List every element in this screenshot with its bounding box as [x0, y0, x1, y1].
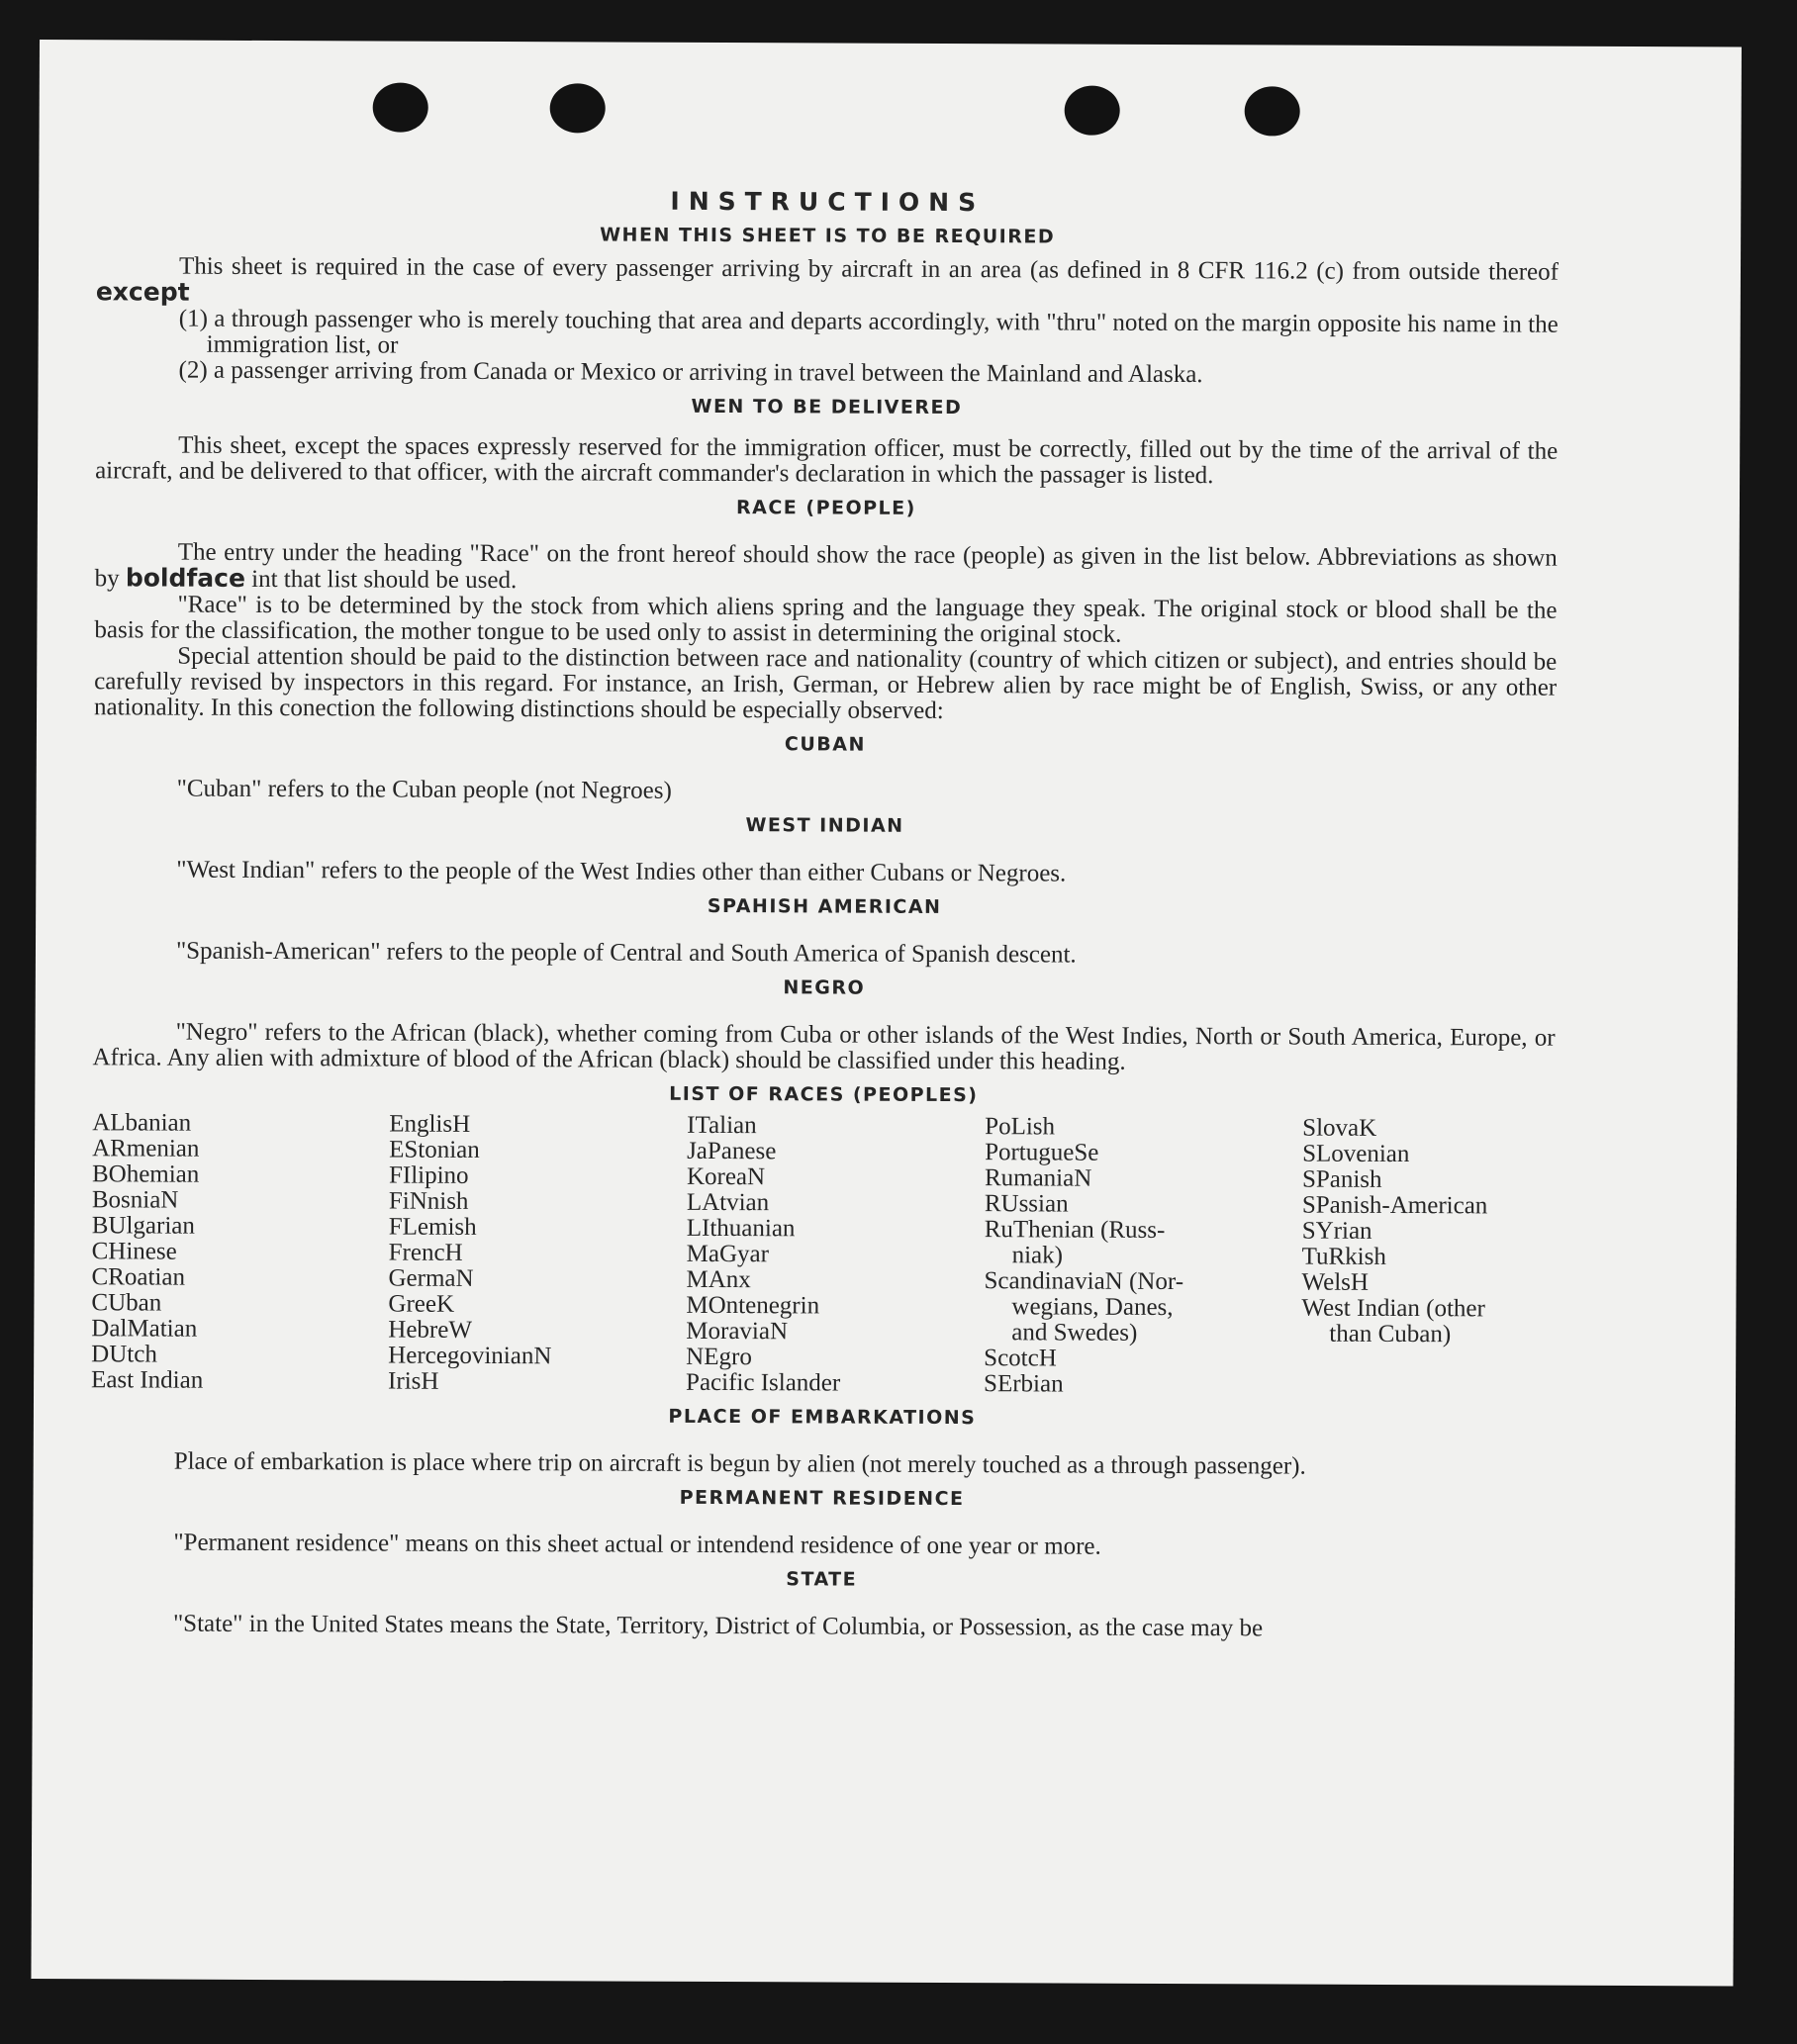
race-item: GermaN [388, 1264, 474, 1292]
page-title: INSTRUCTIONS [670, 186, 986, 218]
race-item: MAnx [686, 1265, 751, 1294]
race-item: DalMatian [91, 1315, 198, 1343]
race-item: NEgro [686, 1343, 752, 1371]
race-column [984, 1114, 1302, 1398]
race-item: JaPanese [687, 1137, 777, 1165]
list-item: (2) a passenger arriving from Canada or Mexico or arriving in travel between the Mainland and Alaska. [178, 356, 1203, 389]
race-item: ALbanian [92, 1109, 192, 1137]
punch-hole [550, 83, 606, 133]
race-item: LIthuanian [686, 1214, 796, 1243]
race-item: ScotcH [984, 1345, 1057, 1372]
race-item: CUban [91, 1289, 162, 1317]
section-heading-west-indian: WEST INDIAN [745, 814, 904, 837]
keyword-except: except [95, 277, 190, 307]
race-item: SPanish-American [1301, 1191, 1488, 1220]
race-item: GreeK [388, 1290, 455, 1318]
race-item: ScandinaviaN (Nor- [984, 1267, 1184, 1296]
paragraph: "Spanish-American" refers to the people of Central and South America of Spanish descent. [175, 937, 1077, 969]
paragraph: "West Indian" refers to the people of the West Indies other than either Cubans or Negroes. [176, 856, 1067, 887]
race-item: EnglisH [389, 1110, 471, 1138]
race-item: MOntenegrin [686, 1291, 820, 1320]
race-item: BOhemian [91, 1161, 200, 1188]
document-sheet [31, 40, 1742, 1986]
punch-hole [373, 82, 428, 132]
race-item: niak) [1011, 1242, 1064, 1269]
race-item: FiNnish [388, 1187, 469, 1215]
race-item: RuThenian (Russ- [984, 1216, 1166, 1244]
paragraph: Place of embarkation is place where trip on aircraft is begun by alien (not merely touched as a through passenger). [173, 1447, 1306, 1480]
paragraph: "Negro" refers to the African (black), whether coming from Cuba or other islands of the West Indies, North or South America, Europe, or Africa. Any alien with admixture of blood of the African (black) should be classified under this heading. [92, 1018, 1556, 1075]
race-item: RUssian [984, 1190, 1069, 1218]
paragraph [95, 539, 1558, 598]
race-item: FrencH [388, 1239, 463, 1266]
section-heading-permanent-residence: PERMANENT RESIDENCE [679, 1486, 965, 1511]
race-item: ARmenian [92, 1135, 200, 1162]
race-item: LAtvian [686, 1188, 770, 1217]
race-item: DUtch [91, 1341, 157, 1368]
race-column [388, 1112, 687, 1396]
race-item: EStonian [389, 1136, 480, 1163]
paragraph: This sheet, except the spaces expressly reserved for the immigration officer, must be correctly, filled out by the time of the arrival of the aircraft, and be delivered to that officer, with the aircraft commander's declaration in which the passager is listed. [95, 431, 1559, 490]
section-heading-cuban: CUBAN [784, 733, 866, 756]
race-item: CHinese [91, 1238, 177, 1265]
section-heading-state: STATE [786, 1568, 858, 1591]
race-item: wegians, Danes, [1011, 1293, 1174, 1322]
race-item: SPanish [1301, 1165, 1382, 1193]
race-item: and Swedes) [1011, 1319, 1138, 1347]
race-item: IrisH [388, 1367, 439, 1395]
race-item: WelsH [1301, 1268, 1370, 1296]
race-item: HercegovinianN [388, 1342, 552, 1370]
race-item: BUlgarian [91, 1212, 195, 1240]
section-heading-negro: NEGRO [783, 976, 866, 999]
paragraph-text: int that list should be used. [244, 565, 518, 595]
section-heading-place-of-embarkation: PLACE OF EMBARKATIONS [668, 1405, 977, 1430]
section-heading-race: RACE (PEOPLE) [735, 497, 916, 519]
race-item: CRoatian [91, 1263, 186, 1291]
race-item: East Indian [91, 1366, 204, 1394]
race-item: FLemish [388, 1213, 477, 1241]
race-item: BosniaN [91, 1186, 179, 1214]
race-item: than Cuban) [1329, 1320, 1452, 1348]
race-item: MaGyar [686, 1240, 770, 1268]
race-item: ITalian [687, 1111, 757, 1140]
paragraph: "Race" is to be determined by the stock from which aliens spring and the language they speak. The original stock or blood shall be the basis for the classification, the mother tongue to be used only to assist in determining the original stock. [94, 591, 1558, 648]
race-item: SLovenian [1302, 1140, 1410, 1168]
section-heading-when-delivered: WEN TO BE DELIVERED [691, 395, 963, 419]
paragraph-text: This sheet is required in the case of every passenger arriving by aircraft in an area (as defined in 8 CFR 116.2 (c) from outside thereof [178, 252, 1560, 286]
race-item: HebreW [388, 1316, 473, 1344]
keyword-boldface: boldface [125, 563, 246, 593]
instructions-content [90, 186, 1559, 1642]
race-item: SErbian [984, 1370, 1064, 1398]
race-item: PoLish [985, 1113, 1056, 1141]
race-column [1301, 1116, 1555, 1400]
paragraph: "Cuban" refers to the Cuban people (not Negroes) [176, 775, 672, 804]
race-item: PortugueSe [985, 1139, 1099, 1166]
punch-hole [1065, 86, 1120, 136]
race-item: West Indian (other [1301, 1294, 1485, 1323]
race-item: SYrian [1301, 1217, 1372, 1245]
race-item: FIlipino [388, 1161, 469, 1189]
paragraph: "State" in the United States means the State, Territory, District of Columbia, or Possession, as the case may be [172, 1610, 1264, 1642]
race-column [686, 1113, 985, 1397]
race-item: RumaniaN [984, 1164, 1092, 1192]
race-item: SlovaK [1302, 1114, 1377, 1142]
section-heading-list-of-races: LIST OF RACES (PEOPLES) [669, 1082, 979, 1107]
race-list [91, 1110, 1555, 1399]
race-column [91, 1110, 389, 1394]
race-item: TuRkish [1301, 1243, 1386, 1270]
race-item: Pacific Islander [686, 1368, 841, 1397]
punch-hole [1245, 86, 1300, 136]
paragraph [96, 253, 1559, 312]
section-heading-when-required: WHEN THIS SHEET IS TO BE REQUIRED [600, 224, 1056, 248]
paragraph-text: The entry under the heading "Race" on the front hereof should show the race (people) as given in the list below. Abbreviations as shown by [94, 538, 1558, 593]
paragraph: "Permanent residence" means on this sheet actual or intendend residence of one year or more. [173, 1529, 1101, 1560]
section-heading-spanish-american: SPAHISH AMERICAN [707, 894, 942, 918]
paragraph: Special attention should be paid to the distinction between race and nationality (country of which citizen or subject), and entries should be carefully revised by inspectors in this regard. For instance, an Irish, German, or Hebrew alien by race might be of English, Swiss, or any other nationality. In this conection the following distinctions should be especially observed: [93, 642, 1558, 724]
list-item: (1) a through passenger who is merely touching that area and departs accordingly, with "thru" noted on the margin opposite his name in the immigration list, or [178, 305, 1559, 359]
race-item: MoraviaN [686, 1317, 789, 1346]
race-item: KoreaN [686, 1162, 766, 1191]
